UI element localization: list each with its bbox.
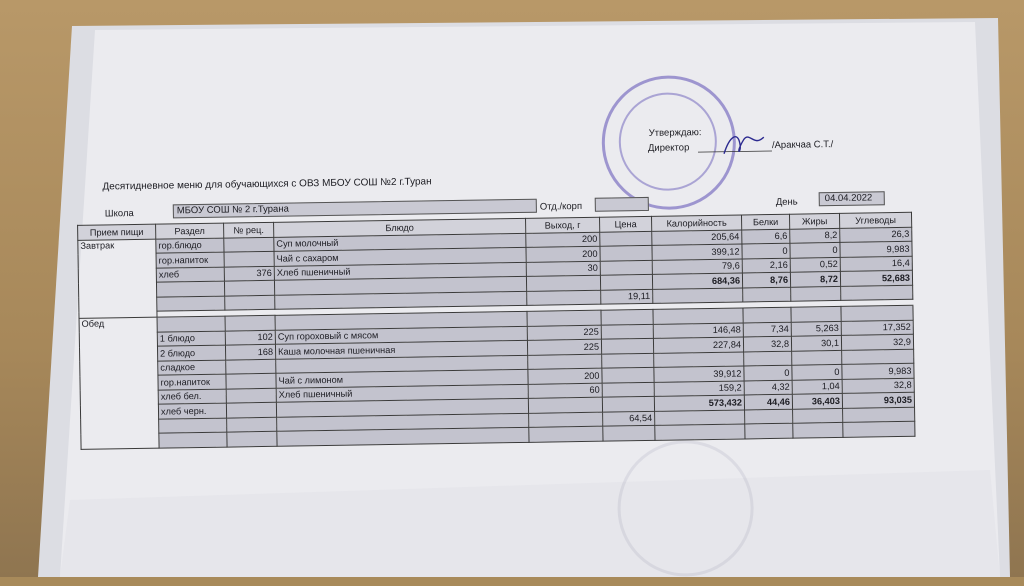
empty-cell	[227, 417, 277, 432]
empty-cell	[655, 409, 745, 425]
cell-dish: Хлеб пшеничный	[274, 262, 526, 280]
cell-recipe	[224, 237, 274, 252]
cell-section: хлеб черн.	[158, 403, 226, 419]
cell-output: 200	[526, 246, 600, 262]
cell-carbs: 32,9	[841, 334, 913, 350]
day-label: День	[775, 196, 798, 208]
col-fat: Жиры	[789, 213, 839, 228]
empty-cell	[745, 423, 793, 438]
empty-cell	[603, 425, 655, 440]
cell-output: 225	[527, 325, 601, 341]
cell-section: 2 блюдо	[157, 345, 225, 361]
menu-table	[77, 212, 915, 450]
school-label: Школа	[104, 208, 134, 220]
col-section: Раздел	[156, 223, 224, 239]
cell-dish: Суп молочный	[274, 233, 526, 251]
cell-carbs: 16,4	[840, 256, 912, 272]
cell-section: хлеб	[156, 267, 224, 283]
cell-protein: 6,6	[742, 229, 790, 244]
document-content	[70, 15, 1008, 577]
col-calories: Калорийность	[651, 215, 741, 231]
cell-fat: 8,2	[790, 228, 840, 243]
total-fat: 8,72	[790, 271, 840, 286]
empty-cell	[600, 274, 652, 289]
col-carbs: Углеводы	[839, 212, 911, 228]
total-carbs: 93,035	[842, 392, 914, 408]
cell-fat: 30,1	[791, 335, 841, 350]
cell-protein: 2,16	[742, 258, 790, 273]
col-recipe: № рец.	[224, 222, 274, 237]
cell-output: 200	[528, 368, 602, 384]
cell-protein	[744, 351, 792, 366]
cell-price	[600, 245, 652, 260]
cell-calories: 39,912	[654, 366, 744, 382]
cell-price	[602, 353, 654, 368]
cell-section: гор.напиток	[156, 252, 224, 268]
empty-cell	[843, 421, 915, 437]
cell-dish: Чай с лимоном	[276, 369, 528, 387]
faint-stamp-imprint	[617, 439, 755, 577]
empty-cell	[157, 296, 225, 312]
breakfast-price-total: 19,11	[601, 289, 653, 304]
cell-section: сладкое	[158, 360, 226, 376]
cell-price	[601, 338, 653, 353]
cell-carbs: 9,983	[842, 363, 914, 379]
cell-output: 30	[526, 261, 600, 277]
cell-output: 200	[526, 232, 600, 248]
empty-cell	[745, 409, 793, 424]
empty-cell	[224, 280, 274, 295]
cell-carbs: 32,8	[842, 378, 914, 394]
cell-protein: 7,34	[743, 322, 791, 337]
cell-calories: 227,84	[653, 337, 743, 353]
cell-carbs	[842, 349, 914, 365]
cell-carbs: 26,3	[840, 227, 912, 243]
cell-calories: 79,6	[652, 258, 742, 274]
empty-cell	[527, 290, 601, 306]
empty-cell	[526, 275, 600, 291]
cell-protein: 4,32	[744, 380, 792, 395]
empty-cell	[653, 308, 743, 324]
cell-dish: Хлеб пшеничный	[276, 384, 528, 402]
empty-cell	[159, 432, 227, 448]
cell-fat: 0,52	[790, 257, 840, 272]
cell-price	[602, 382, 654, 397]
cell-output: 225	[527, 339, 601, 355]
cell-recipe	[224, 251, 274, 266]
empty-cell	[841, 285, 913, 301]
total-protein: 8,76	[742, 272, 790, 287]
empty-cell	[156, 281, 224, 297]
empty-cell	[601, 309, 653, 324]
empty-cell	[225, 295, 275, 310]
empty-cell	[225, 315, 275, 330]
total-fat: 36,403	[792, 393, 842, 408]
cell-carbs: 9,983	[840, 241, 912, 257]
empty-cell	[528, 397, 602, 413]
empty-cell	[791, 286, 841, 301]
empty-cell	[841, 305, 913, 321]
cell-protein: 32,8	[743, 336, 791, 351]
cell-protein: 0	[744, 365, 792, 380]
empty-cell	[157, 316, 225, 332]
cell-calories: 146,48	[653, 322, 743, 338]
cell-recipe	[226, 388, 276, 403]
cell-calories: 159,2	[654, 380, 744, 396]
document-title: Десятидневное меню для обучающихся с ОВЗ МБОУ СОШ №2 г.Туран	[102, 176, 432, 193]
empty-cell	[791, 306, 841, 321]
empty-cell	[743, 307, 791, 322]
approval-label: Утверждаю:	[648, 127, 702, 139]
empty-cell	[226, 402, 276, 417]
cell-calories	[654, 351, 744, 367]
empty-cell	[527, 310, 601, 326]
empty-cell	[227, 431, 277, 446]
cell-carbs: 17,352	[841, 320, 913, 336]
total-calories: 573,432	[654, 395, 744, 411]
day-field: 04.04.2022	[819, 191, 885, 206]
total-calories: 684,36	[652, 273, 742, 289]
lunch-price-total: 64,54	[603, 411, 655, 426]
meal-lunch: Обед	[79, 317, 159, 449]
director-label: Директор	[647, 142, 690, 154]
col-price: Цена	[600, 216, 652, 231]
col-dish: Блюдо	[274, 218, 526, 236]
col-output: Выход, г	[526, 217, 600, 233]
cell-fat: 0	[790, 242, 840, 257]
empty-cell	[793, 422, 843, 437]
cell-recipe: 376	[224, 266, 274, 281]
cell-dish: Каша молочная пшеничная	[275, 340, 527, 358]
cell-output	[528, 354, 602, 370]
total-protein: 44,46	[744, 394, 792, 409]
cell-fat: 0	[792, 364, 842, 379]
cell-section: гор.напиток	[158, 374, 226, 390]
cell-fat: 5,263	[791, 321, 841, 336]
cell-section: 1 блюдо	[157, 331, 225, 347]
meal-breakfast: Завтрак	[78, 239, 157, 319]
cell-fat: 1,04	[792, 379, 842, 394]
empty-cell	[529, 426, 603, 442]
school-field: МБОУ СОШ № 2 г.Турана	[173, 199, 537, 219]
cell-price	[600, 231, 652, 246]
cell-output: 60	[528, 383, 602, 399]
empty-cell	[843, 407, 915, 423]
cell-calories: 205,64	[652, 229, 742, 245]
cell-recipe: 168	[225, 344, 275, 359]
empty-cell	[653, 287, 743, 303]
cell-dish: Чай с сахаром	[274, 247, 526, 265]
cell-section: хлеб бел.	[158, 389, 226, 405]
empty-cell	[743, 287, 791, 302]
empty-cell	[602, 396, 654, 411]
cell-recipe	[226, 373, 276, 388]
col-protein: Белки	[741, 214, 789, 229]
empty-cell	[655, 424, 745, 440]
dept-field	[595, 197, 649, 212]
cell-recipe: 102	[225, 330, 275, 345]
cell-fat	[792, 350, 842, 365]
empty-cell	[529, 412, 603, 428]
cell-recipe	[226, 359, 276, 374]
dept-label: Отд./корп	[539, 200, 583, 213]
cell-price	[601, 324, 653, 339]
director-name: /Аракчаа С.Т./	[771, 139, 834, 151]
empty-cell	[159, 418, 227, 434]
col-meal: Прием пищи	[78, 224, 156, 240]
empty-cell	[277, 427, 529, 445]
cell-price	[602, 367, 654, 382]
cell-price	[600, 260, 652, 275]
cell-dish: Суп гороховый с мясом	[275, 326, 527, 344]
cell-protein: 0	[742, 243, 790, 258]
cell-calories: 399,12	[652, 244, 742, 260]
cell-section: гор.блюдо	[156, 238, 224, 254]
empty-cell	[793, 408, 843, 423]
total-carbs: 52,683	[840, 270, 912, 286]
